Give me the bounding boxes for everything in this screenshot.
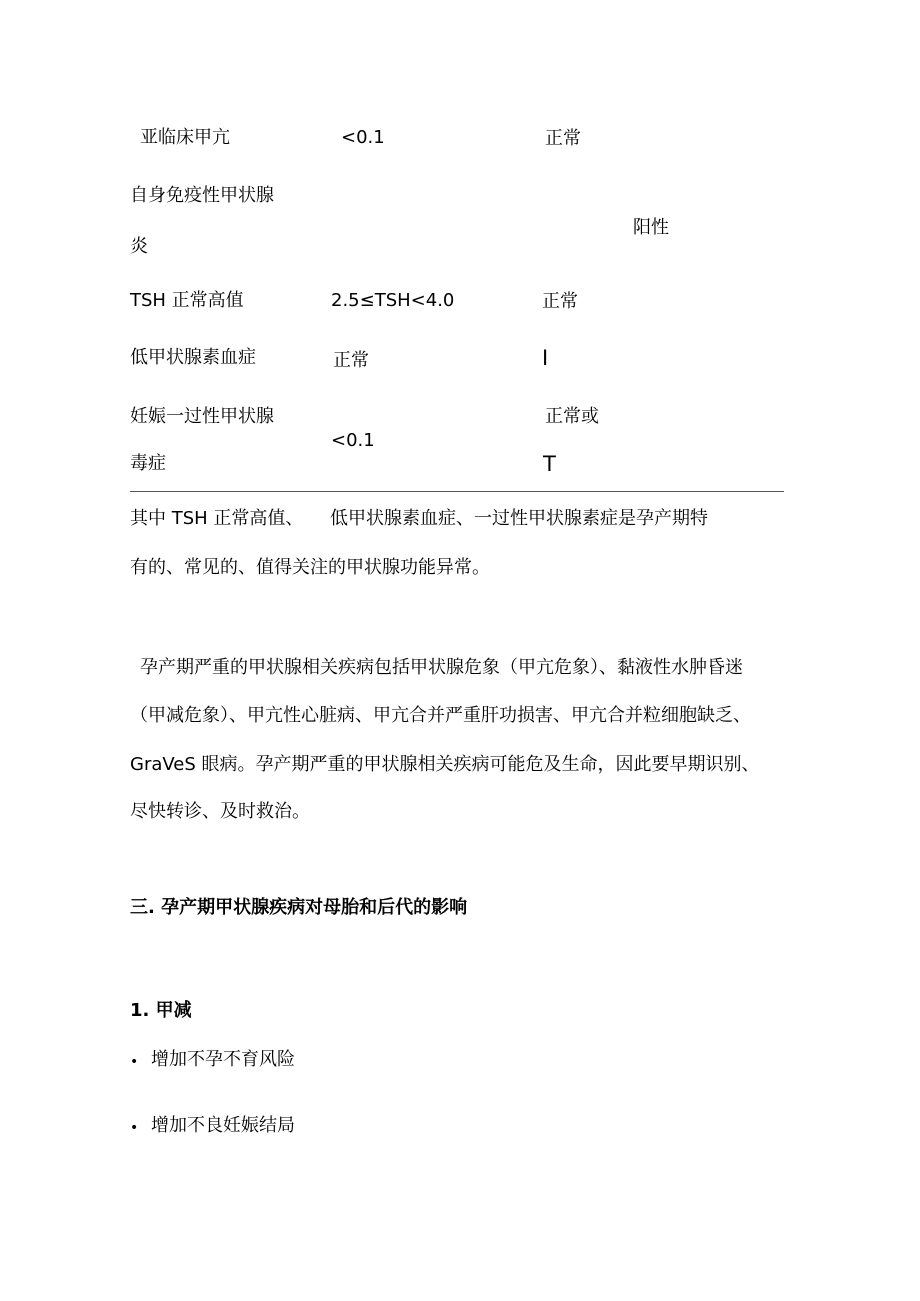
row-name: 亚临床甲亢 — [140, 127, 230, 148]
paragraph-line: 孕产期严重的甲状腺相关疾病包括甲状腺危象（甲亢危象）、黏液性水肿昏迷 — [140, 657, 743, 678]
row-name-line1: 妊娠一过性甲状腺 — [130, 406, 274, 427]
list-item: 增加不良妊娠结局 — [151, 1115, 295, 1136]
row-tpo: 阳性 — [633, 217, 669, 238]
paragraph-line: （甲减危象）、甲亢性心脏病、甲亢合并严重肝功损害、甲亢合并粒细胞缺乏、 — [130, 705, 751, 726]
row-ft4: 正常 — [542, 291, 578, 312]
row-ft4-line1: 正常或 — [545, 406, 599, 427]
subsection-heading: 1. 甲减 — [130, 1000, 192, 1021]
paragraph-line: 尽快转诊、及时救治。 — [130, 801, 310, 822]
row-name-line1: 自身免疫性甲状腺 — [130, 185, 274, 206]
row-ft4: I — [542, 346, 549, 370]
bullet-icon: • — [130, 1120, 139, 1136]
row-ft4: 正常 — [545, 128, 581, 149]
row-ft4-line2: T — [543, 452, 556, 476]
row-name-line2: 毒症 — [130, 453, 166, 474]
row-tsh: 正常 — [333, 350, 369, 371]
row-tsh: 2.5≤TSH<4.0 — [331, 290, 455, 311]
row-tsh: <0.1 — [341, 127, 385, 148]
table-bottom-rule — [130, 491, 784, 492]
note-line1-a: 其中 TSH 正常高值、 — [130, 508, 304, 529]
note-line2: 有的、常见的、值得关注的甲状腺功能异常。 — [130, 557, 490, 578]
paragraph-line: GraVeS 眼病。孕产期严重的甲状腺相关疾病可能危及生命，因此要早期识别、 — [130, 754, 760, 775]
bullet-icon: • — [130, 1054, 139, 1070]
row-name: 低甲状腺素血症 — [130, 347, 256, 368]
row-name: TSH 正常高值 — [130, 290, 244, 311]
note-line1-b: 低甲状腺素血症、一过性甲状腺素症是孕产期特 — [330, 508, 708, 529]
section-heading: 三. 孕产期甲状腺疾病对母胎和后代的影响 — [130, 897, 468, 918]
row-tsh: <0.1 — [331, 430, 375, 451]
row-name-line2: 炎 — [130, 236, 148, 257]
list-item: 增加不孕不育风险 — [151, 1049, 295, 1070]
